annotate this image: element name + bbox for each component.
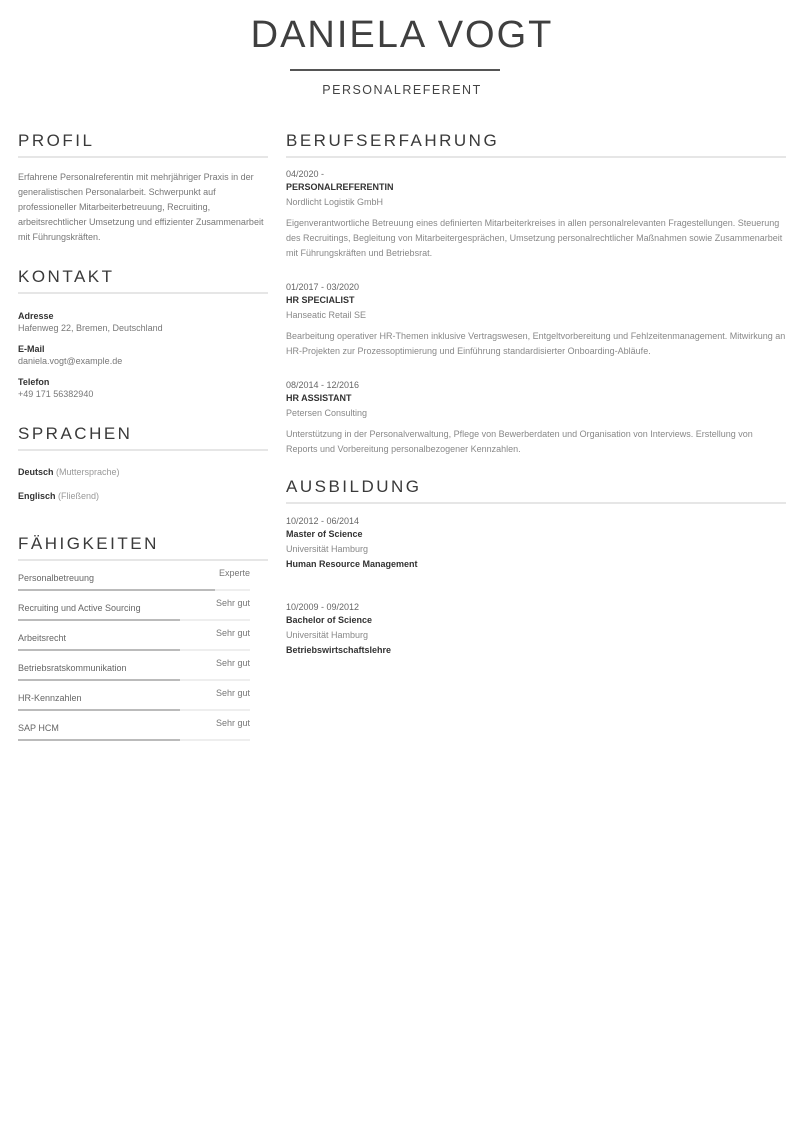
candidate-name: DANIELA VOGT: [250, 14, 554, 56]
entry-degree: Bachelor of Science: [286, 615, 373, 625]
language-name: Deutsch: [18, 467, 54, 477]
skills-list: [18, 563, 268, 743]
entry-description: Bearbeitung operativer HR-Themen inklusive Vertragswesen, Entgeltvorbereitung und Fehlzeitenmanagement. Mitwirkung an HR-Projekten zur Prozessoptimierung und Einführung standardisierter Onboarding-Abläufe.: [286, 331, 786, 356]
entry-company: Petersen Consulting: [286, 408, 368, 418]
entry-date: 01/2017 - 03/2020: [286, 282, 360, 292]
profile-section: [18, 130, 268, 245]
entry-field: Human Resource Management: [286, 559, 418, 569]
education-entry: [286, 601, 786, 657]
skill-bar-fill: [18, 619, 180, 621]
entry-company: Hanseatic Retail SE: [286, 310, 367, 320]
entry-company: Nordlicht Logistik GmbH: [286, 197, 384, 207]
contact-value: +49 171 56382940: [18, 389, 94, 399]
entry-date: 04/2020 -: [286, 169, 325, 179]
skill-name: Betriebsratskommunikation: [18, 663, 127, 673]
education-section: [286, 476, 786, 504]
skill-item: [18, 713, 268, 743]
skill-bar-track: [18, 619, 250, 621]
entry-description: Eigenverantwortliche Betreuung eines definierten Mitarbeiterkreises in allen personalrelevanten Fragestellungen. Steuerung des Recruitings, Begleitung von Mitarbeitergesprächen, Umsetzung personalrechtlicher Maßnahmen sowie Zusammenarbeit mit Führungskräften und Betriebsrat.: [286, 218, 783, 258]
entry-date: 10/2009 - 09/2012: [286, 602, 360, 612]
skill-bar-track: [18, 649, 250, 651]
contact-label: Telefon: [18, 377, 50, 387]
language-item: [18, 466, 268, 478]
entry-degree: Master of Science: [286, 529, 363, 539]
skill-level: Sehr gut: [215, 598, 250, 608]
experience-heading: BERUFSERFAHRUNG: [286, 130, 786, 158]
entry-date: 10/2012 - 06/2014: [286, 516, 360, 526]
skill-item: [18, 563, 268, 593]
contact-heading: KONTAKT: [18, 266, 268, 294]
entry-school: Universität Hamburg: [286, 544, 369, 554]
skill-name: Personalbetreuung: [18, 573, 95, 583]
entry-role: PERSONALREFERENTIN: [286, 182, 394, 192]
education-heading: AUSBILDUNG: [286, 476, 786, 504]
contact-item-address: [18, 310, 268, 334]
contact-label: Adresse: [18, 311, 54, 321]
education-entry: [286, 515, 786, 571]
skill-bar-track: [18, 709, 250, 711]
skill-level: Sehr gut: [215, 718, 250, 728]
profile-heading: PROFIL: [18, 130, 268, 158]
skill-bar-fill: [18, 679, 180, 681]
contact-value[interactable]: daniela.vogt@example.de: [18, 356, 123, 366]
languages-heading: SPRACHEN: [18, 423, 268, 451]
skill-level: Sehr gut: [215, 688, 250, 698]
skill-level: Experte: [218, 568, 250, 578]
skill-bar-track: [18, 679, 250, 681]
skill-item: [18, 623, 268, 653]
skill-bar-track: [18, 739, 250, 741]
contact-item-phone: [18, 376, 268, 400]
skill-bar-fill: [18, 739, 180, 741]
skill-item: [18, 593, 268, 623]
entry-description: Unterstützung in der Personalverwaltung, Pflege von Bewerberdaten und Organisation von Interviews. Erstellung von Reports und Vorbereitung personalbezogener Kennzahlen.: [286, 429, 753, 454]
name-divider: [290, 69, 500, 71]
experience-entry: [286, 281, 786, 359]
skills-heading: FÄHIGKEITEN: [18, 533, 268, 561]
entry-school: Universität Hamburg: [286, 630, 369, 640]
entry-role: HR ASSISTANT: [286, 393, 352, 403]
contact-value: Hafenweg 22, Bremen, Deutschland: [18, 323, 163, 333]
skill-name: Arbeitsrecht: [18, 633, 67, 643]
skill-bar-fill: [18, 649, 180, 651]
language-item: [18, 490, 268, 502]
contact-label: E-Mail: [18, 344, 45, 354]
language-level: (Fließend): [58, 491, 100, 501]
entry-role: HR SPECIALIST: [286, 295, 355, 305]
entry-date: 08/2014 - 12/2016: [286, 380, 360, 390]
skill-item: [18, 683, 268, 713]
skill-name: Recruiting und Active Sourcing: [18, 603, 141, 613]
skill-name: HR-Kennzahlen: [18, 693, 82, 703]
job-title: PERSONALREFERENT: [322, 83, 482, 97]
languages-section: [18, 423, 268, 514]
experience-section: [286, 130, 786, 158]
entry-field: Betriebswirtschaftslehre: [286, 645, 392, 655]
contact-item-email: [18, 343, 268, 367]
profile-text: Erfahrene Personalreferentin mit mehrjähriger Praxis in der generalistischen Personalarbeit. Schwerpunkt auf professioneller Mitarbeiterbetreuung, Recruiting, arbeitsrechtlicher Umsetzung und effizienter Zusammenarbeit mit Führungskräften.: [18, 172, 264, 242]
skill-bar-fill: [18, 589, 215, 591]
skill-bar-track: [18, 589, 250, 591]
skill-level: Sehr gut: [215, 658, 250, 668]
skills-section: [18, 533, 268, 743]
skill-level: Sehr gut: [215, 628, 250, 638]
skill-item: [18, 653, 268, 683]
language-name: Englisch: [18, 491, 56, 501]
experience-entry: [286, 379, 786, 457]
contact-section: [18, 266, 268, 400]
experience-entry: [286, 168, 786, 261]
skill-name: SAP HCM: [18, 723, 59, 733]
language-level: (Muttersprache): [56, 467, 120, 477]
skill-bar-fill: [18, 709, 180, 711]
